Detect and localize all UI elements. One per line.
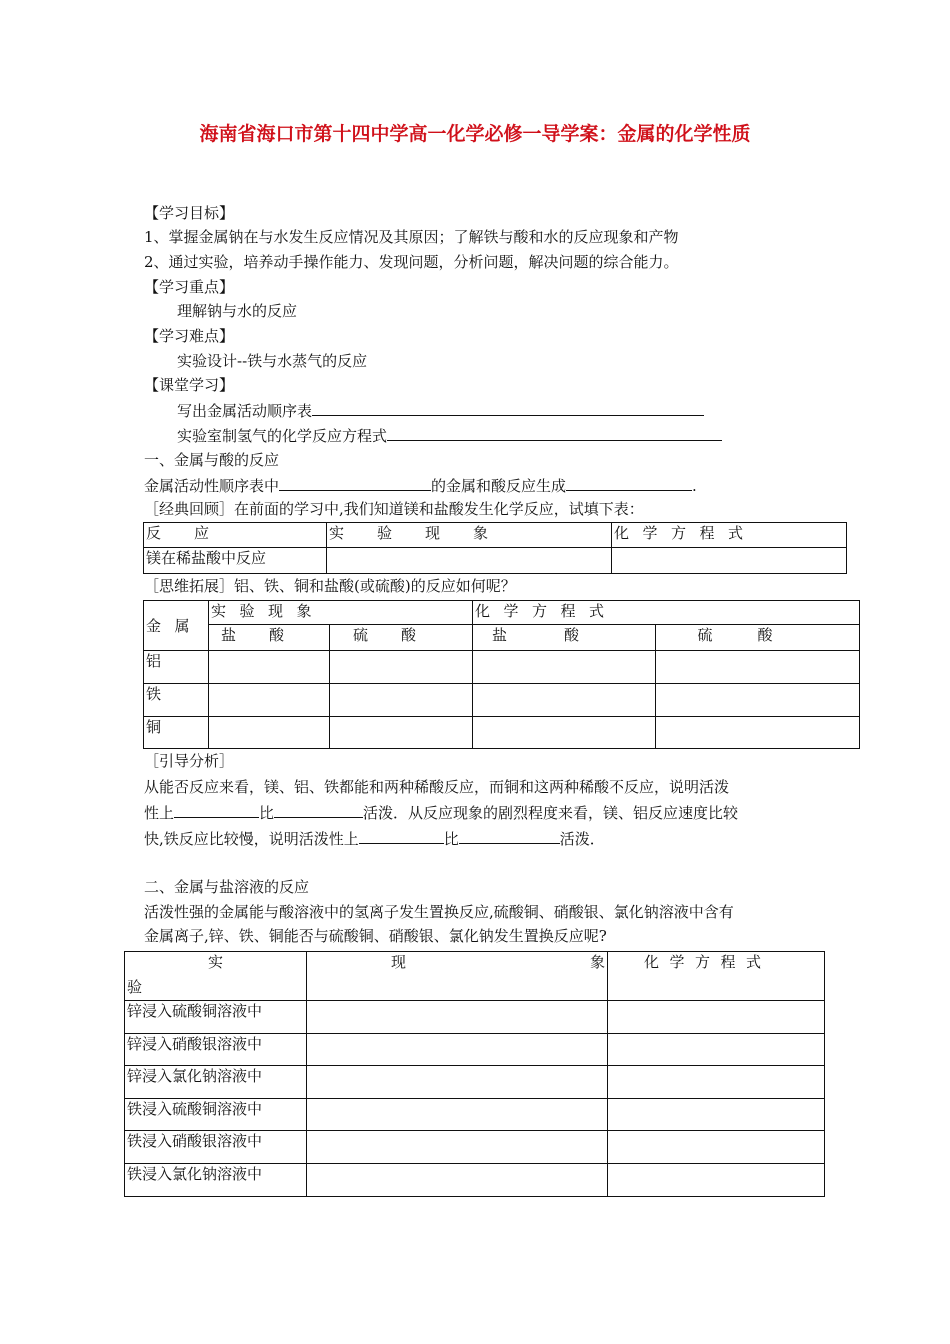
write-h2-label: 实验室制氢气的化学反应方程式	[177, 427, 388, 445]
table-acids	[143, 600, 860, 749]
s1-fill-line	[144, 475, 697, 496]
t1-cell[interactable]	[612, 548, 847, 574]
t2-cell[interactable]	[209, 717, 330, 749]
t2-cell[interactable]	[473, 651, 656, 684]
t3-cell[interactable]	[307, 1131, 608, 1164]
t2-cell[interactable]	[473, 684, 656, 717]
t2-cell[interactable]	[330, 684, 473, 717]
t3-row-label: 铁浸入硝酸银溶液中	[125, 1131, 307, 1164]
t3-row-label: 铁浸入氯化钠溶液中	[125, 1164, 307, 1197]
s2-line-1: 活泼性强的金属能与酸溶液中的氢离子发生置换反应,硫酸铜、硝酸银、氯化钠溶液中含有	[144, 903, 734, 921]
guide-header: ［引导分析］	[144, 752, 235, 770]
t3-row-label: 锌浸入硝酸银溶液中	[125, 1034, 307, 1066]
guide-line-1: 从能否反应来看，镁、铝、铁都能和两种稀酸反应，而铜和这两种稀酸不反应，说明活泼	[144, 778, 730, 796]
t2-cell[interactable]	[209, 651, 330, 684]
t2-h-h2so4-2: 硫酸	[656, 625, 860, 651]
t1-cell[interactable]	[327, 548, 612, 574]
class-header: 【课堂学习】	[144, 376, 235, 394]
t3-h-exp-1: 实	[207, 953, 223, 971]
s2-line-2: 金属离子,锌、铁、铜能否与硫酸铜、硝酸银、氯化钠发生置换反应呢?	[144, 927, 607, 945]
t3-cell[interactable]	[307, 1099, 608, 1131]
t3-cell[interactable]	[608, 1099, 825, 1131]
t3-cell[interactable]	[307, 1164, 608, 1197]
write-h2-line	[177, 425, 722, 446]
goals-header: 【学习目标】	[144, 204, 235, 222]
t1-h-reaction: 反应	[144, 523, 327, 548]
t2-row-label: 铁	[144, 684, 209, 717]
table-salts	[124, 951, 825, 1197]
s1-blank-1[interactable]	[279, 475, 431, 491]
write-order-line	[177, 400, 704, 421]
t3-row-label: 铁浸入硫酸铜溶液中	[125, 1099, 307, 1131]
t3-h-equation: 化学方程式	[608, 952, 825, 1001]
guide-l2-c: 活泼．从反应现象的剧烈程度来看，镁、铝反应速度比较	[363, 804, 739, 822]
t3-cell[interactable]	[307, 1066, 608, 1099]
t2-h-hcl: 盐酸	[209, 625, 330, 651]
t2-cell[interactable]	[473, 717, 656, 749]
t2-h-phenomenon: 实验现象	[209, 601, 473, 625]
t2-h-hcl-2: 盐酸	[473, 625, 656, 651]
t3-cell[interactable]	[307, 1001, 608, 1034]
t3-cell[interactable]	[608, 1066, 825, 1099]
t2-cell[interactable]	[656, 717, 860, 749]
focus-header: 【学习重点】	[144, 278, 235, 296]
page-title: 海南省海口市第十四中学高一化学必修一导学案：金属的化学性质	[199, 123, 751, 145]
guide-blank-2[interactable]	[274, 802, 363, 818]
guide-blank-1[interactable]	[174, 802, 259, 818]
difficulty-text: 实验设计--铁与水蒸气的反应	[177, 352, 368, 370]
write-order-label: 写出金属活动顺序表	[177, 402, 313, 420]
t2-cell[interactable]	[656, 651, 860, 684]
expand-text: ［思维拓展］铝、铁、铜和盐酸(或硫酸)的反应如何呢？	[144, 577, 516, 595]
review-text: ［经典回顾］在前面的学习中,我们知道镁和盐酸发生化学反应，试填下表：	[144, 500, 644, 518]
t1-h-equation: 化学方程式	[612, 523, 847, 548]
goal-1: 1、掌握金属钠在与水发生反应情况及其原因；了解铁与酸和水的反应现象和产物	[144, 228, 679, 246]
s1-text-b: 的金属和酸反应生成	[431, 477, 567, 495]
t2-cell[interactable]	[330, 717, 473, 749]
t2-cell[interactable]	[656, 684, 860, 717]
guide-l2-b: 比	[259, 804, 275, 822]
goal-2: 2、通过实验，培养动手操作能力、发现问题，分析问题，解决问题的综合能力。	[144, 253, 679, 271]
t1-row-label: 镁在稀盐酸中反应	[144, 548, 327, 574]
guide-l2-a: 性上	[144, 804, 175, 822]
t3-row-label: 锌浸入氯化钠溶液中	[125, 1066, 307, 1099]
s1-end: .	[692, 477, 697, 495]
t3-h-phenomenon	[307, 952, 608, 1001]
table-review	[143, 522, 847, 574]
t2-row-label: 铝	[144, 651, 209, 684]
h2-equation-blank[interactable]	[387, 425, 722, 441]
guide-l3-b: 比	[443, 830, 459, 848]
guide-line-3	[144, 828, 605, 849]
t3-h-phen-2: 象	[589, 953, 605, 971]
guide-l3-c: 活泼．	[559, 830, 605, 848]
guide-line-2	[144, 802, 738, 823]
t3-h-experiment	[125, 952, 307, 1001]
t3-cell[interactable]	[608, 1034, 825, 1066]
t2-cell[interactable]	[330, 651, 473, 684]
t3-h-exp-2: 验	[127, 978, 143, 996]
t3-h-phen-1: 现	[391, 953, 407, 971]
t2-cell[interactable]	[209, 684, 330, 717]
t3-cell[interactable]	[608, 1131, 825, 1164]
t3-cell[interactable]	[608, 1001, 825, 1034]
s1-text-a: 金属活动性顺序表中	[144, 477, 280, 495]
t3-row-label: 锌浸入硫酸铜溶液中	[125, 1001, 307, 1034]
s1-blank-2[interactable]	[566, 475, 692, 491]
t2-h-metal: 金属	[144, 601, 209, 651]
t2-h-h2so4: 硫酸	[330, 625, 473, 651]
section-2-title: 二、金属与盐溶液的反应	[144, 878, 310, 896]
difficulty-header: 【学习难点】	[144, 327, 235, 345]
t3-cell[interactable]	[307, 1034, 608, 1066]
guide-blank-4[interactable]	[459, 828, 560, 844]
guide-blank-3[interactable]	[359, 828, 444, 844]
order-blank[interactable]	[312, 400, 704, 416]
t2-h-equation: 化学方程式	[473, 601, 860, 625]
t2-row-label: 铜	[144, 717, 209, 749]
focus-text: 理解钠与水的反应	[177, 302, 298, 320]
guide-l3-a: 快,铁反应比较慢，说明活泼性上	[144, 830, 359, 848]
section-1-title: 一、金属与酸的反应	[144, 451, 280, 469]
t1-h-phenomenon: 实验现象	[327, 523, 612, 548]
t3-cell[interactable]	[608, 1164, 825, 1197]
